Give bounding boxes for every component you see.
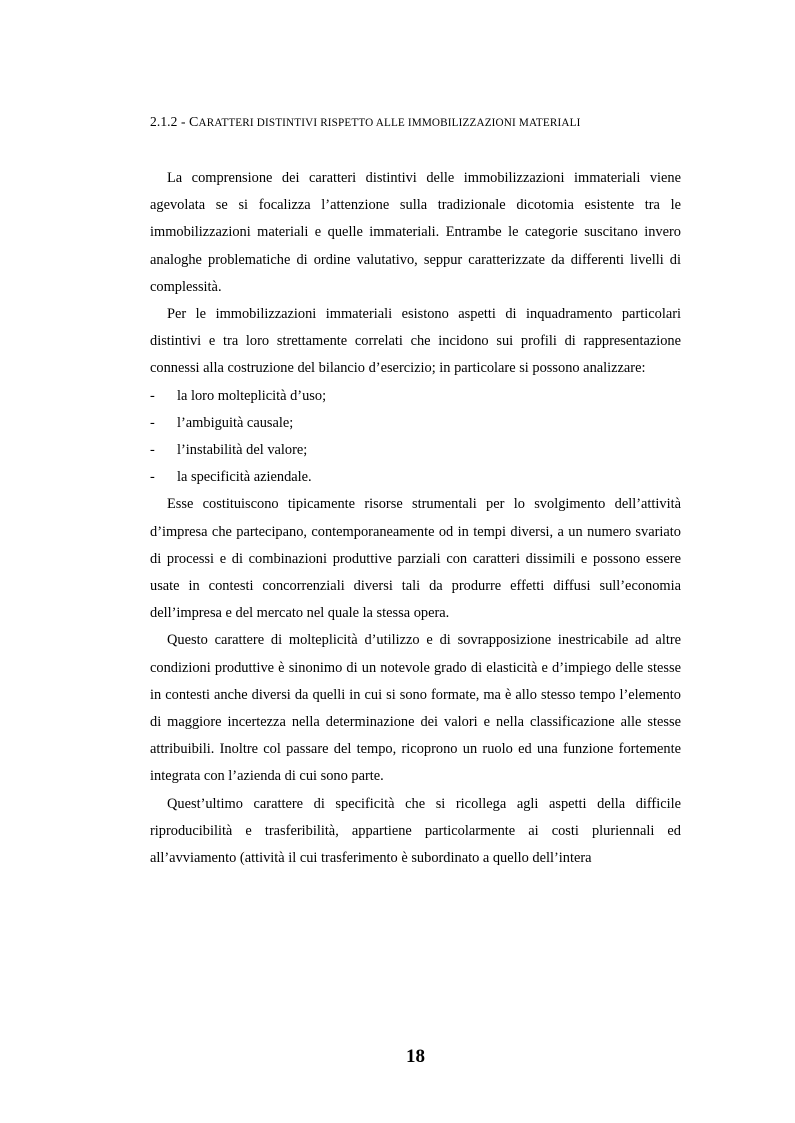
list-marker: -: [150, 469, 155, 486]
page-number: 18: [406, 1046, 425, 1067]
list-marker: -: [150, 387, 155, 404]
list-marker: -: [150, 414, 155, 431]
document-page: [150, 0, 681, 1123]
list-item: [150, 410, 681, 437]
list-item: [150, 383, 681, 410]
list-item-text: l’instabilità del valore;: [177, 442, 308, 459]
list-item: [150, 437, 681, 464]
list-item-text: la loro molteplicità d’uso;: [177, 387, 327, 404]
list-item: [150, 464, 681, 491]
paragraph: Esse costituiscono tipicamente risorse strumentali per lo svolgimento dell’attività d’impresa che partecipano, contemporaneamente od in tempi diversi, a un numero svariato di processi e di combinazioni produttive parziali con caratteri dissimili e possono essere usate in contesti concorrenziali diversi tali da produrre effetti diffusi sull’economia dell’impresa e del mercato nel quale la stessa opera.: [150, 496, 681, 622]
dash-list: [150, 383, 681, 492]
section-heading: [150, 114, 580, 131]
list-item-text: l’ambiguità causale;: [177, 414, 294, 431]
paragraph: La comprensione dei caratteri distintivi delle immobilizzazioni immateriali viene agevolata se si focalizza l’attenzione sulla tradizionale dicotomia esistente tra le immobilizzazioni materiali e quelle immateriali. Entrambe le categorie suscitano invero analoghe problematiche di ordine valutativo, seppur caratterizzate da differenti livelli di complessità.: [150, 170, 681, 295]
body-text: [150, 165, 681, 872]
section-title-initial: C: [189, 115, 199, 130]
section-title-rest: ARATTERI DISTINTIVI RISPETTO ALLE IMMOBILIZZAZIONI MATERIALI: [198, 117, 581, 129]
paragraph: Questo carattere di molteplicità d’utilizzo e di sovrapposizione inestricabile ad altre condizioni produttive è sinonimo di un notevole grado di elasticità e d’impiego delle stesse in contesti anche diversi da quelli in cui si sono formate, ma è allo stesso tempo l’elemento di maggiore incertezza nella determinazione dei valori e nella classificazione alle stesse attribuibili. Inoltre col passare del tempo, ricoprono un ruolo ed una funzione fortemente integrata con l’azienda di cui sono parte.: [150, 632, 681, 785]
list-marker: -: [150, 442, 155, 459]
list-item-text: la specificità aziendale.: [177, 469, 312, 486]
paragraph: Quest’ultimo carattere di specificità che si ricollega agli aspetti della difficile riproducibilità e trasferibilità, appartiene particolarmente ai costi pluriennali ed all’avviamento (attività il cui trasferimento è subordinato a quello dell’intera: [150, 795, 681, 867]
paragraph: Per le immobilizzazioni immateriali esistono aspetti di inquadramento particolari distintivi e tra loro strettamente correlati che incidono sui profili di rappresentazione connessi alla costruzione del bilancio d’esercizio; in particolare si possono analizzare:: [150, 306, 681, 377]
section-number: 2.1.2 -: [150, 114, 190, 129]
